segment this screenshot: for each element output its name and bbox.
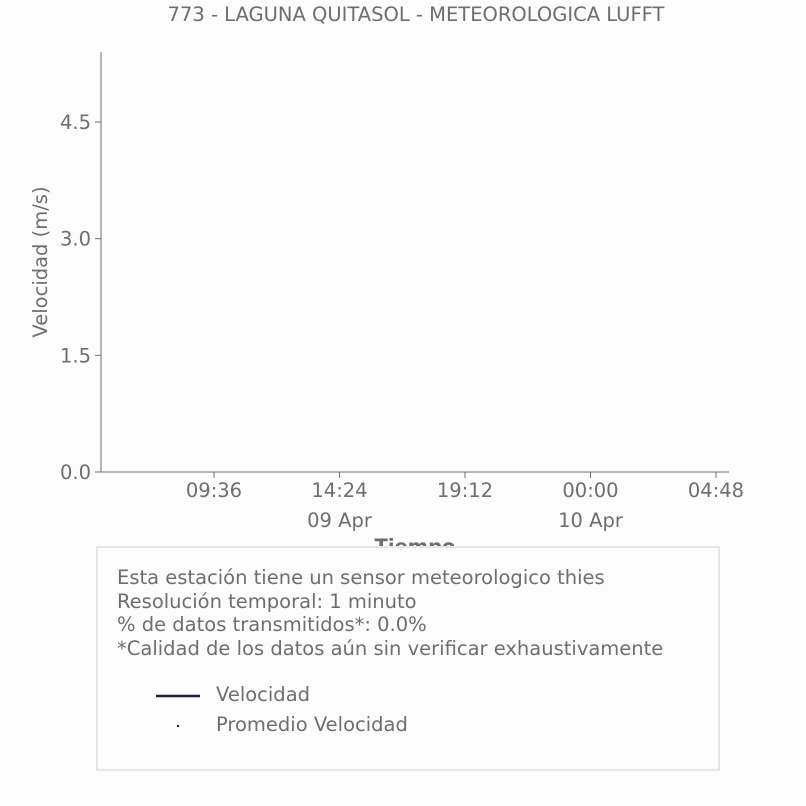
y-tick-label: 3.0 [59, 227, 91, 251]
info-line-quality-note: *Calidad de los datos aún sin verificar exhaustivamente [117, 636, 664, 660]
x-tick-label: 19:12 [436, 479, 494, 502]
legend-label: Velocidad [216, 683, 311, 706]
x-tick-date-label: 09 Apr [307, 509, 372, 532]
x-tick-label: 00:00 [562, 479, 619, 502]
x-ticks [186, 472, 744, 532]
legend-label: Promedio Velocidad [216, 713, 408, 736]
line-swatch-icon [156, 681, 202, 711]
x-tick-label: 14:24 [311, 479, 368, 502]
y-ticks [60, 111, 101, 484]
chart-title: 773 - LAGUNA QUITASOL - METEOROLOGICA LUFFT [167, 3, 665, 26]
dot-swatch-icon [156, 711, 202, 741]
y-tick-label: 4.5 [59, 111, 91, 134]
x-tick-date-label: 10 Apr [558, 509, 623, 532]
legend-item-velocidad [156, 681, 476, 711]
legend [156, 681, 476, 741]
legend-item-promedio-velocidad [156, 711, 476, 741]
info-line-sensor: Esta estación tiene un sensor meteorologico thies [117, 566, 605, 589]
info-legend-box [96, 546, 720, 771]
info-line-transmitted: % de datos transmitidos*: 0.0% [117, 613, 427, 636]
info-line-resolution: Resolución temporal: 1 minuto [117, 589, 417, 613]
y-tick-label: 1.5 [59, 344, 91, 368]
y-axis-label: Velocidad (m/s) [29, 186, 52, 338]
x-tick-label: 09:36 [185, 479, 243, 502]
info-text [117, 566, 663, 660]
y-tick-label: 0.0 [59, 461, 91, 484]
x-tick-label: 04:48 [687, 479, 745, 502]
